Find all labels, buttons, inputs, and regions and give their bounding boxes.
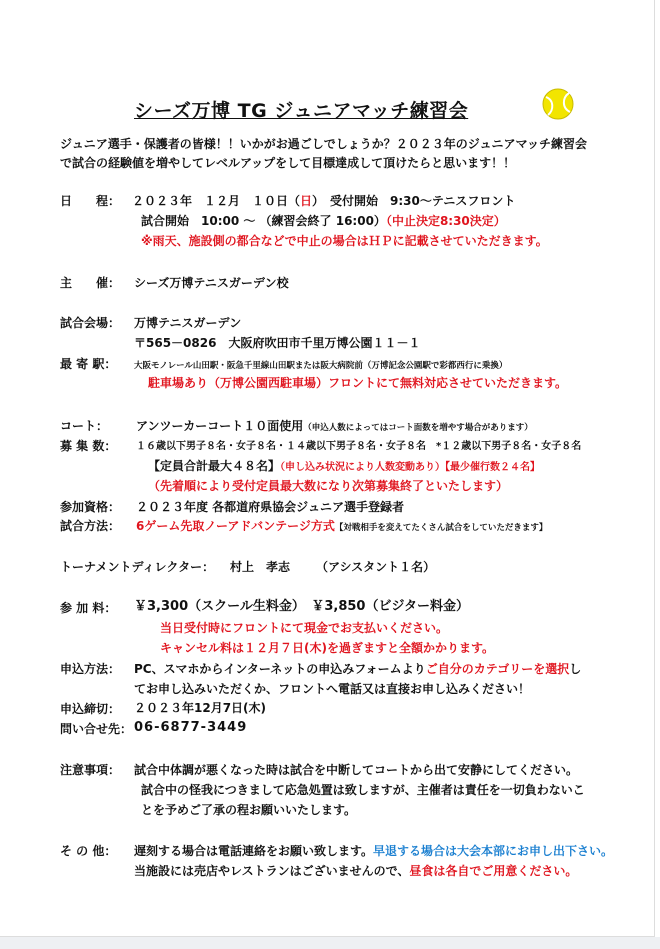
court-label: コート： [60,419,109,433]
other-late-note: 遅刻する場合は電話連絡をお願い致します。 [134,844,374,858]
caution-line-3: とを予めご了承の程お願いいたします。 [141,803,357,817]
station-value: 大阪モノレール山田駅・阪急千里線山田駅または阪大病院前（万博記念公園駅で彩都西行に乗換） [134,361,508,371]
organizer-value: シーズ万博テニスガーデン校 [134,276,289,290]
eligibility-label: 参加資格： [60,500,121,514]
page-title: シーズ万博 TG ジュニアマッチ練習会 [134,100,469,122]
other-line-1 [134,843,613,859]
caution-label: 注意事項： [60,763,121,777]
recruit-minimum: 【最少催行数２４名】 [445,462,541,473]
fee-label: 参 加 料： [60,601,117,615]
rain-note: ※雨天、施設側の都合などで中止の場合はＨＰに記載させていただきます。 [141,234,548,248]
venue-label: 試合会場： [60,316,121,330]
apply-label: 申込方法： [60,662,121,676]
apply-line-2: てお申し込みいただくか、フロントへ電話又は直接お申し込みください！ [134,682,531,696]
format-label: 試合方法： [60,519,121,533]
organizer-label: 主 催： [60,276,121,290]
parking-note: 駐車場あり（万博公園西駐車場）フロントにて無料対応させていただきます。 [148,376,568,390]
schedule-reception: ） 受付開始 9:30～テニスフロント [312,194,516,208]
caution-line-1: 試合中体調が悪くなった時は試合を中断してコートから出て安静にしてください。 [134,763,579,777]
format-text: 6ゲーム先取ノーアドバンテージ方式 [136,519,335,533]
court-value [136,418,533,436]
director-label: トーナメントディレクター： [60,560,215,574]
recruit-label: 募 集 数： [60,439,117,453]
deadline-value: ２０２３年12月7日(木) [134,701,267,715]
schedule-label: 日 程： [60,194,121,208]
schedule-date-text: ２０２３年 １２月 １０日（ [132,194,301,208]
apply-text-c: し [569,662,582,676]
schedule-date [132,193,515,209]
recruit-capacity-text: 【定員合計最大４８名】 [148,459,281,473]
other-line-2 [134,863,577,879]
contact-phone: 06-6877-3449 [134,720,248,735]
other-label: そ の 他： [60,844,117,858]
court-text: アンツーカーコート１０面使用 [136,419,304,433]
other-lunch-note: 昼食は各自でご用意ください。 [409,864,578,878]
schedule-weekday: 日 [300,194,313,208]
recruit-capacity-note: （申し込み状況により人数変動あり） [280,462,446,473]
director-name: 村上 孝志 [230,560,291,574]
contact-label: 問い合せ先： [60,722,133,736]
bottom-strip [0,937,660,949]
apply-category-note: ご自分のカテゴリーを選択 [425,662,570,676]
schedule-cancel-decision: （中止決定8:30決定） [385,214,506,228]
schedule-start-text: 試合開始 10:00 ～ （練習会終了 16:00） [141,214,386,228]
intro-line-2: で試合の経験値を増やしてレベルアップをして目標達成して頂けたらと思います！！ [60,156,516,170]
eligibility-value: ２０２３年度 各都道府県協会ジュニア選手登録者 [136,500,404,514]
director-assistant: （アシスタント１名） [316,560,436,574]
other-facility-note: 当施設には売店やレストランはございませんので、 [134,864,410,878]
station-label: 最 寄 駅： [60,357,117,371]
venue-name: 万博テニスガーデン [134,316,242,330]
venue-address: 〒565－0826 大阪府吹田市千里万博公園１１－１ [134,336,421,350]
fee-pay-note: 当日受付時にフロントにて現金でお支払いください。 [160,621,449,635]
caution-line-2: 試合中の怪我につきまして応急処置は致しますが、主催者は責任を一切負わないこ [141,783,585,797]
other-early-leave-note: 早退する場合は大会本部にお申し出下さい。 [373,844,614,858]
deadline-label: 申込締切： [60,702,121,716]
court-note: （申込人数によってはコート面数を増やす場合があります） [303,423,533,433]
tennis-ball-icon [542,88,574,120]
apply-text-a: PC、スマホからインターネットの申込みフォームより [134,662,426,676]
format-value [136,518,547,536]
recruit-capacity [148,458,540,476]
intro-line-1: ジュニア選手・保護者の皆様！！いかがお過ごしでしょうか？２０２３年のジュニアマッチ練習会 [60,137,588,151]
schedule-start [141,213,506,229]
format-note: 【対戦相手を変えてたくさん試合をしていただきます】 [334,523,548,533]
recruit-first-come: （先着順により受付定員最大数になり次第募集終了といたします） [148,479,509,493]
apply-line-1 [134,661,581,677]
recruit-categories: １６歳以下男子８名・女子８名・１４歳以下男子８名・女子８名 *１２歳以下男子８名・女子８名 [136,441,582,452]
fee-cancel-note: キャンセル料は１２月７日(木)を過ぎますと全額かかります。 [160,641,495,655]
fee-value: ￥3,300（スクール生料金） ￥3,850（ビジター料金） [134,599,469,614]
